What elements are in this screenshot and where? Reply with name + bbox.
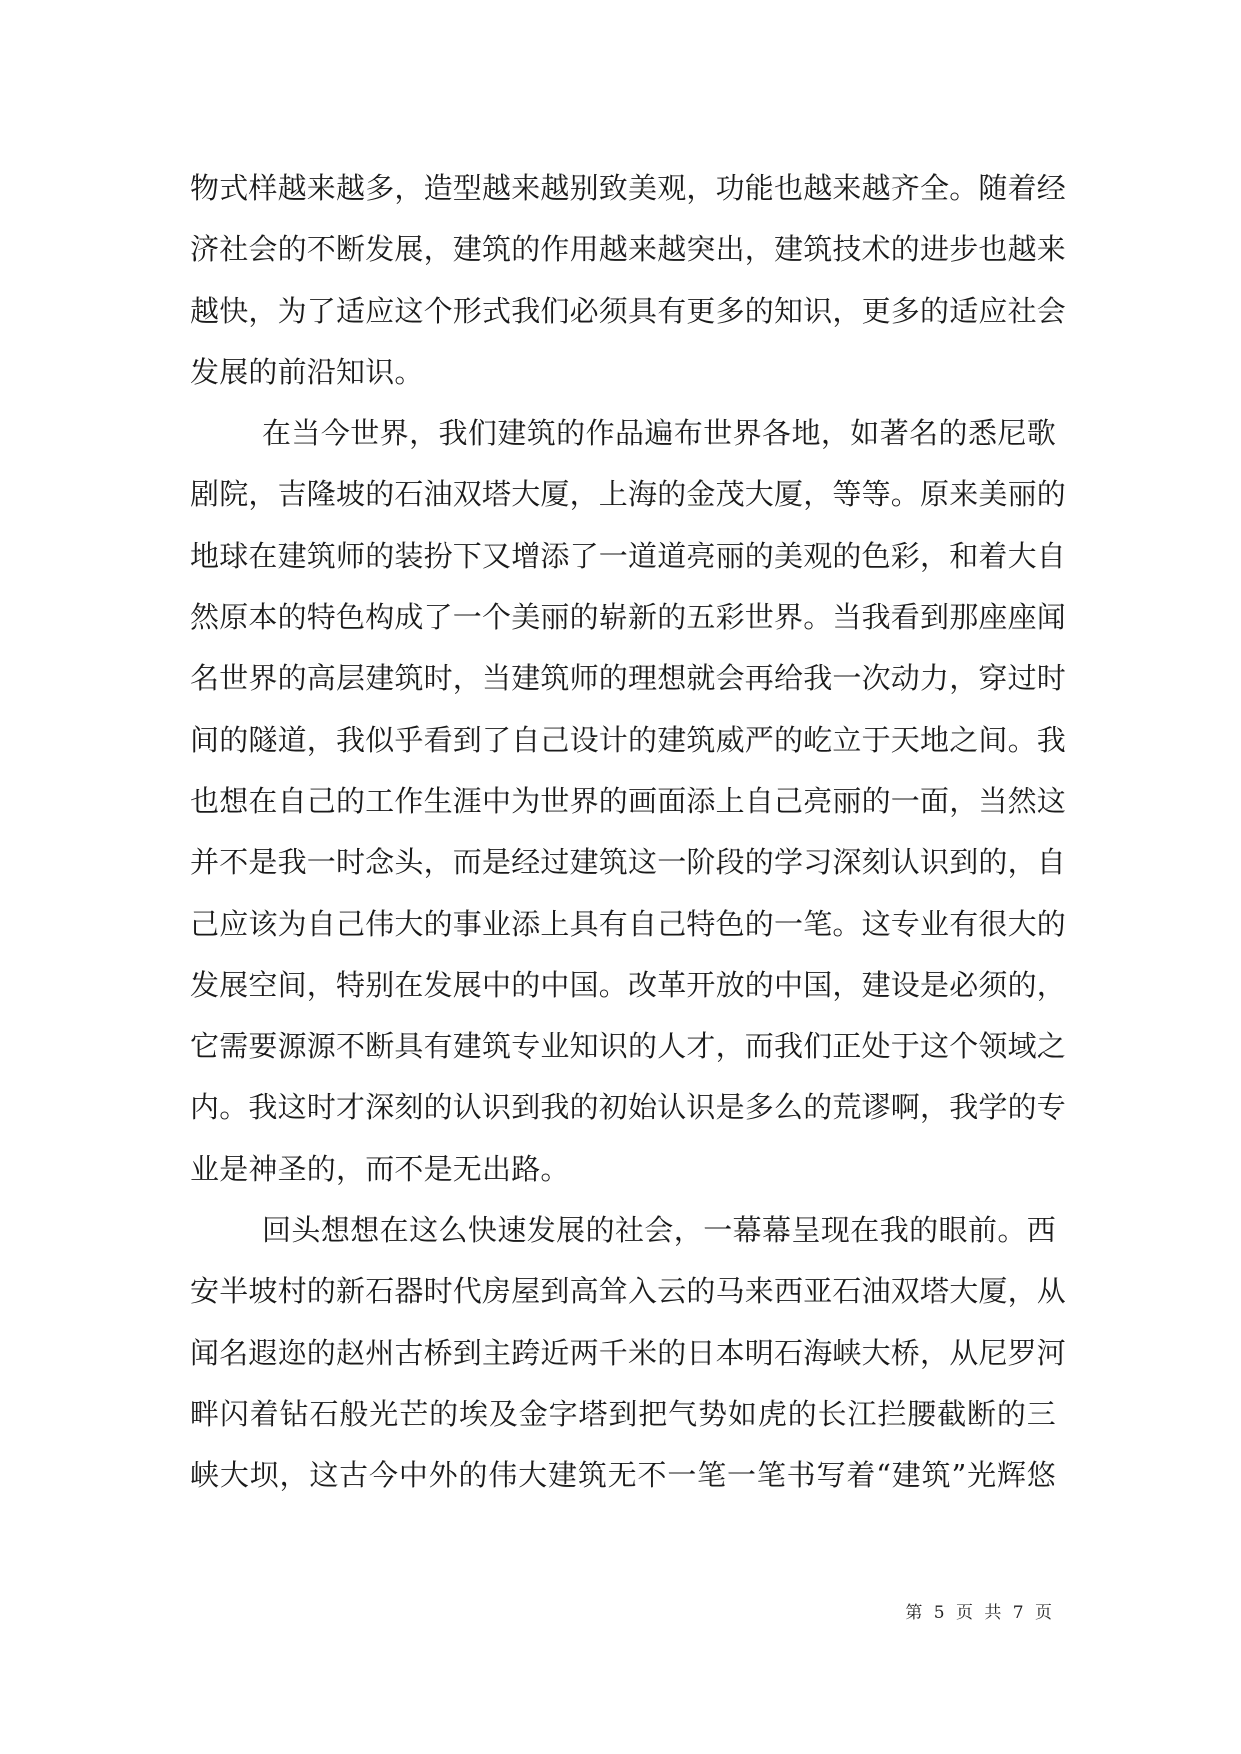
text-line: 回头想想在这么快速发展的社会，一幕幕呈现在我的眼前。西 — [262, 1213, 1056, 1248]
text-line: 也想在自己的工作生涯中为世界的画面添上自己亮丽的一面，当然这 — [190, 783, 1067, 818]
text-line: 物式样越来越多，造型越来越别致美观，功能也越来越齐全。随着经 — [190, 171, 1067, 205]
text-line: 发展的前沿知识。 — [190, 354, 424, 389]
text-line: 剧院，吉隆坡的石油双塔大厦，上海的金茂大厦，等等。原来美丽的 — [190, 477, 1067, 512]
paragraph-3 — [190, 1200, 1067, 1506]
text-line: 济社会的不断发展，建筑的作用越来越突出，建筑技术的进步也越来 — [190, 232, 1067, 267]
text-line: 畔闪着钻石般光芒的埃及金字塔到把气势如虎的长江拦腰截断的三 — [190, 1396, 1056, 1431]
text-line: 在当今世界，我们建筑的作品遍布世界各地，如著名的悉尼歌 — [262, 416, 1056, 451]
text-line: 峡大坝，这古今中外的伟大建筑无不一笔一笔书写着“建筑”光辉悠 — [190, 1458, 1056, 1493]
text-line: 业是神圣的，而不是无出路。 — [190, 1151, 570, 1186]
text-line: 并不是我一时念头，而是经过建筑这一阶段的学习深刻认识到的，自 — [190, 845, 1067, 880]
text-line: 安半坡村的新石器时代房屋到高耸入云的马来西亚石油双塔大厦，从 — [190, 1274, 1067, 1309]
body-text — [190, 158, 1067, 1507]
text-line: 它需要源源不断具有建筑专业知识的人才，而我们正处于这个领域之 — [190, 1029, 1067, 1064]
text-line: 地球在建筑师的装扮下又增添了一道道亮丽的美观的色彩，和着大自 — [190, 538, 1067, 573]
text-line: 己应该为自己伟大的事业添上具有自己特色的一笔。这专业有很大的 — [190, 906, 1067, 941]
text-line: 然原本的特色构成了一个美丽的崭新的五彩世界。当我看到那座座闻 — [190, 600, 1067, 635]
page-footer — [0, 1601, 1241, 1625]
text-line: 闻名遐迩的赵州古桥到主跨近两千米的日本明石海峡大桥，从尼罗河 — [190, 1335, 1067, 1370]
paragraph-2 — [190, 403, 1067, 1200]
paragraph-1 — [190, 158, 1067, 403]
text-line: 发展空间，特别在发展中的中国。改革开放的中国，建设是必须的， — [190, 967, 1067, 1002]
text-line: 间的隧道，我似乎看到了自己设计的建筑威严的屹立于天地之间。我 — [190, 722, 1067, 757]
page-number: 第 5 页 共 7 页 — [905, 1603, 1055, 1623]
text-line: 内。我这时才深刻的认识到我的初始认识是多么的荒谬啊，我学的专 — [190, 1090, 1067, 1125]
text-line: 名世界的高层建筑时，当建筑师的理想就会再给我一次动力，穿过时 — [190, 661, 1067, 696]
text-line: 越快，为了适应这个形式我们必须具有更多的知识，更多的适应社会 — [190, 293, 1067, 328]
